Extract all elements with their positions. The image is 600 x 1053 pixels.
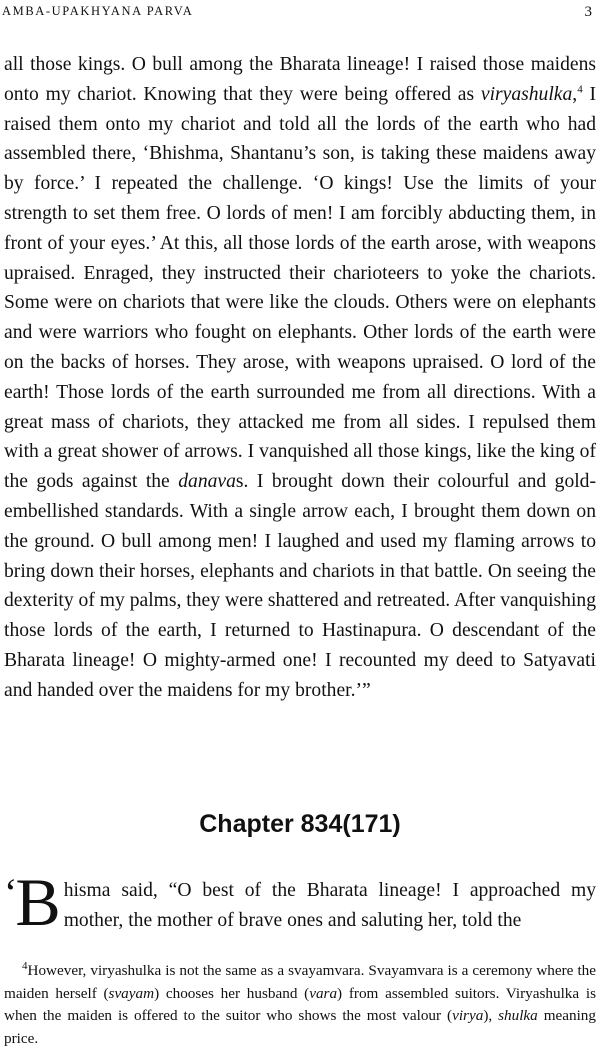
footnote-marker: 4	[22, 959, 28, 972]
running-head: AMBA-UPAKHYANA PARVA	[2, 4, 194, 18]
footnote-text: ) from assembled suitors. Viryashulka is when the maiden is offered to the suitor who shows the most valour (	[4, 984, 596, 1025]
body-segment: s. I brought down their colourful and gold-embellished standards. With a single arrow each, I brought them down on the ground. O bull among men! I laughed and used my flaming arrows to bring down their horses, elephants and chariots in that battle. On seeing the dexterity of my palms, they were shattered and retreated. After vanquishing those lords of the earth, I returned to Hastinapura. O descendant of the Bharata lineage! O mighty-armed one! I recounted my deed to Satyavati and handed over the maidens for my brother.’”	[4, 471, 597, 701]
footnote-reference[interactable]: 4	[577, 83, 583, 96]
footnote-text: meaning price.	[4, 1007, 596, 1047]
italic-term: viryashulka	[480, 83, 573, 105]
italic-term: vara	[309, 984, 338, 1002]
chapter-paragraph	[4, 864, 596, 940]
opening-quote: ‘	[4, 870, 18, 915]
italic-term: virya	[452, 1007, 484, 1025]
italic-term: svayam	[108, 984, 155, 1002]
drop-cap: B	[15, 864, 61, 940]
footnote-text: ) chooses her husband (	[154, 984, 310, 1002]
chapter-title: Chapter 834(171)	[199, 810, 401, 838]
body-text	[4, 50, 596, 706]
italic-term: danava	[178, 471, 236, 493]
footnote-text: However, viryashulka is not the same as a svayamvara. Svayamvara is a ceremony where the maiden herself (	[4, 962, 596, 1002]
body-segment: all those kings. O bull among the Bharata lineage! I raised those maidens onto my chariot. Knowing that they were being offered as	[4, 54, 596, 105]
page-header	[0, 4, 600, 24]
body-paragraph: all those kings. O bull among the Bharata lineage! I raised those maidens onto my chariot. Knowing that they were being offered as viryashulka,$^4$ I raised them onto my chariot and told all the lords of the earth who had assembled there, ‘Bhishma, Shantanu’s son, is taking these maidens away by force.’ I repeated the challenge. ‘O kings! Use the limits of your strength to set them free. O lords of men! I am forcibly abducting them, in front of your eyes.’ At this, all those lords of the earth arose, with weapons upraised. Enraged, they instructed their charioteers to yoke the chariots. Some were on chariots that were like the clouds. Others were on elephants and were warriors who fought on elephants. Other lords of the earth were on the backs of horses. They arose, with weapons upraised. O lord of the earth! Those lords of the earth surrounded me from all directions. With a great mass of chariots, they attacked me from all sides. I repulsed them with a great shower of arrows. I vanquished all those kings, like the king of the gods against the danavas. I brought down their colourful and gold-embellished standards. With a single arrow each, I brought them down on the ground. O bull among men! I laughed and used my flaming arrows to bring down their horses, elephants and chariots in that battle. On seeing the dexterity of my palms, they were shattered and retreated. After vanquishing those lords of the earth, I returned to Hastinapura. O descendant of the Bharata lineage! O mighty-armed one! I recounted my deed to Satyavati and handed over the maidens for my brother.’”	[4, 54, 597, 701]
body-segment: I raised them onto my chariot and told all the lords of the earth who had assembled there, ‘Bhishma, Shantanu’s son, is taking these maidens away by force.’ I repeated the challenge. ‘O kings! Use the limits of your strength to set them free. O lords of men! I am forcibly abducting them, in front of your eyes.’ At this, all those lords of the earth arose, with weapons upraised. Enraged, they instructed their charioteers to yoke the chariots. Some were on chariots that were like the clouds. Others were on elephants and were warriors who fought on elephants. Other lords of the earth were on the backs of horses. They arose, with weapons upraised. O lord of the earth! Those lords of the earth surrounded me from all directions. With a great mass of chariots, they attacked me from all sides. I repulsed them with a great shower of arrows. I vanquished all those kings, like the king of the gods against the	[4, 83, 596, 493]
italic-term: shulka	[498, 1007, 538, 1025]
chapter-text: hisma said, “O best of the Bharata lineage! I approached my mother, the mother of brave ones and saluting her, told the	[63, 880, 596, 931]
footnote	[4, 960, 596, 1050]
page-number: 3	[584, 4, 592, 20]
footnote-text: ),	[483, 1007, 499, 1025]
